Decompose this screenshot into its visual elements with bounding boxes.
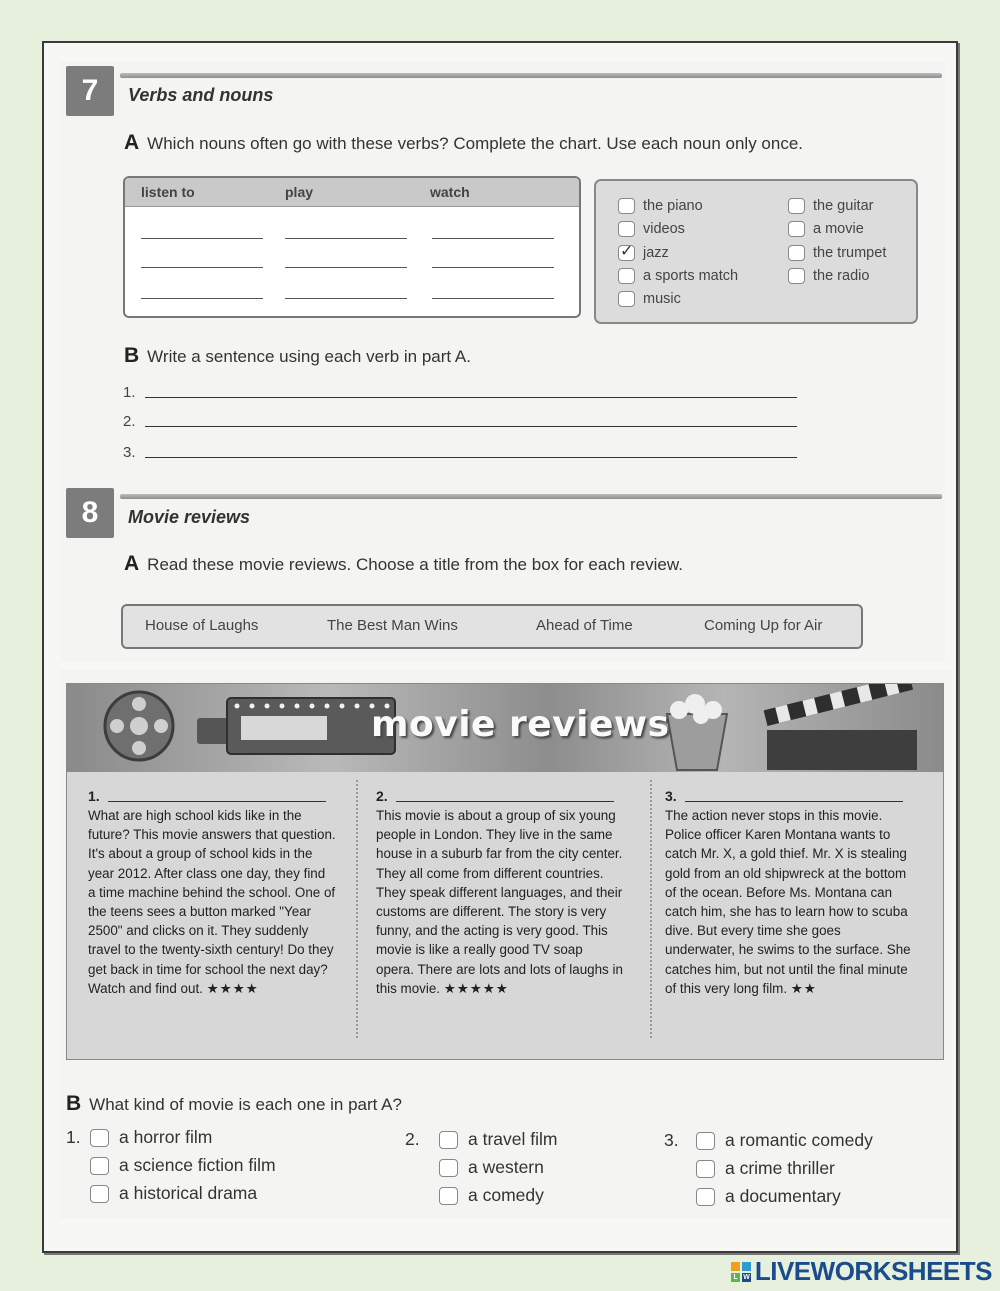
- noun-option[interactable]: [788, 245, 886, 261]
- noun-label: the guitar: [813, 198, 874, 214]
- movie-reviews-panel: [66, 683, 944, 1060]
- part-letter: B: [124, 344, 140, 367]
- part-letter: A: [124, 552, 140, 575]
- sentence-line-1[interactable]: [123, 384, 136, 401]
- ex8-part-b-instruction: [66, 1092, 402, 1116]
- movie-title-option[interactable]: Coming Up for Air: [704, 617, 823, 634]
- group-number: 1.: [66, 1127, 81, 1147]
- checkbox[interactable]: [788, 245, 805, 261]
- checkbox[interactable]: [618, 221, 635, 237]
- banner-title: movie reviews: [371, 704, 670, 745]
- exercise-7-title: Verbs and nouns: [128, 85, 274, 105]
- noun-option[interactable]: [788, 198, 873, 214]
- line-number: 3.: [123, 444, 136, 461]
- chart-header-play: play: [285, 184, 314, 200]
- review-text: This movie is about a group of six young people in London. They live in the same house in a suburb far from the city center. They all come from different countries. They speak different languages, and their customs are different. The story is very funny, and the acting is very good. This movie is like a really good TV soap opera. There are lots and lots of laughs in this movie.: [376, 808, 623, 996]
- noun-label: videos: [643, 221, 685, 237]
- part-letter: B: [66, 1092, 82, 1115]
- movie-type-option[interactable]: [66, 1127, 212, 1148]
- blank-play-1[interactable]: [285, 238, 407, 239]
- noun-option[interactable]: [618, 221, 685, 237]
- instruction-text: Read these movie reviews. Choose a title from the box for each review.: [147, 555, 683, 574]
- checkbox[interactable]: [788, 221, 805, 237]
- logo-text: LIVEWORKSHEETS: [754, 1256, 992, 1286]
- movie-title-box: [121, 604, 863, 649]
- review-number: 3.: [665, 787, 677, 804]
- noun-label: the piano: [643, 198, 703, 214]
- movie-type-option[interactable]: [439, 1157, 544, 1178]
- line-number: 1.: [123, 384, 136, 401]
- chart-header-listen: listen to: [141, 184, 195, 200]
- verb-noun-chart: [123, 176, 581, 318]
- review-title-blank[interactable]: [88, 784, 336, 806]
- group-number: 3.: [664, 1130, 679, 1150]
- review-3: [665, 784, 913, 998]
- movie-type-option[interactable]: [405, 1129, 557, 1150]
- noun-label: jazz: [643, 245, 669, 261]
- option-label: a documentary: [725, 1186, 841, 1206]
- noun-label: a movie: [813, 221, 864, 237]
- ex7-part-b-instruction: [124, 344, 471, 368]
- noun-label: the trumpet: [813, 245, 887, 261]
- checkbox[interactable]: [788, 198, 805, 214]
- star-rating: ★★★★: [206, 980, 259, 996]
- noun-option[interactable]: [618, 198, 703, 214]
- checkbox[interactable]: [618, 198, 635, 214]
- star-rating: ★★: [790, 980, 817, 996]
- exercise-8-title: Movie reviews: [128, 507, 251, 527]
- movie-type-option[interactable]: [696, 1158, 835, 1179]
- ex7-part-a-instruction: [124, 131, 803, 155]
- instruction-text: What kind of movie is each one in part A?: [89, 1095, 402, 1114]
- review-divider: [650, 780, 652, 1038]
- checkbox[interactable]: [90, 1185, 109, 1203]
- liveworksheets-logo[interactable]: [731, 1256, 992, 1287]
- movie-type-option[interactable]: [439, 1185, 544, 1206]
- movie-title-option[interactable]: Ahead of Time: [536, 617, 633, 634]
- blank-watch-2[interactable]: [432, 267, 554, 268]
- checkbox[interactable]: [618, 268, 635, 284]
- exercise-8-bar: [120, 494, 942, 499]
- chart-header-watch: watch: [430, 184, 470, 200]
- checked-checkbox[interactable]: [618, 245, 635, 261]
- movie-reviews-banner: [67, 684, 943, 772]
- checkbox[interactable]: [90, 1129, 109, 1147]
- blank-listen-3[interactable]: [141, 298, 263, 299]
- review-text: What are high school kids like in the future? This movie answers that question. It's about a group of school kids in the year 2012. After class one day, they find a time machine behind the school. One of the teens sees a button marked "Year 2500" and clicks on it. They suddenly travel to the twenty-sixth century! Do they get back in time for school the next day? Watch and find out.: [88, 808, 336, 996]
- noun-box: [594, 179, 918, 324]
- option-label: a travel film: [468, 1129, 558, 1149]
- noun-label: music: [643, 291, 681, 307]
- instruction-text: Write a sentence using each verb in part A.: [147, 347, 471, 366]
- option-label: a comedy: [468, 1185, 544, 1205]
- option-label: a romantic comedy: [725, 1130, 873, 1150]
- option-label: a crime thriller: [725, 1158, 835, 1178]
- checkbox[interactable]: [90, 1157, 109, 1175]
- instruction-text: Which nouns often go with these verbs? Complete the chart. Use each noun only once.: [147, 134, 803, 153]
- ex8-part-a-instruction: [124, 552, 683, 576]
- review-text: The action never stops in this movie. Police officer Karen Montana wants to catch Mr. X, a gold thief. Mr. X is stealing gold from an old shipwreck at the bottom of the ocean. Before Ms. Montana can catch him, she has to learn how to scuba dive. But every time she goes underwater, he swims to the surface. She catches him, but not until the final minute of this very long film.: [665, 808, 911, 996]
- movie-type-option[interactable]: [90, 1155, 276, 1176]
- line-number: 2.: [123, 413, 136, 430]
- logo-mark-icon: L W: [731, 1262, 751, 1282]
- checkbox[interactable]: [696, 1160, 715, 1178]
- sentence-line-2[interactable]: [123, 413, 136, 430]
- option-label: a science fiction film: [119, 1155, 276, 1175]
- review-title-blank[interactable]: [665, 784, 913, 806]
- review-title-blank[interactable]: [376, 784, 624, 806]
- noun-option[interactable]: [618, 245, 669, 261]
- review-number: 2.: [376, 787, 388, 804]
- noun-option[interactable]: [788, 221, 864, 237]
- movie-type-option[interactable]: [696, 1186, 841, 1207]
- clapperboard-icon: [767, 730, 917, 770]
- blank-play-2[interactable]: [285, 267, 407, 268]
- checkbox[interactable]: [439, 1159, 458, 1177]
- exercise-7-number: 7: [66, 66, 114, 116]
- group-number: 2.: [405, 1129, 420, 1149]
- blank-play-3[interactable]: [285, 298, 407, 299]
- checkbox[interactable]: [788, 268, 805, 284]
- review-number: 1.: [88, 787, 100, 804]
- review-divider: [356, 780, 358, 1038]
- checkbox[interactable]: [696, 1188, 715, 1206]
- review-1: [88, 784, 336, 998]
- movie-type-option[interactable]: [664, 1130, 873, 1151]
- exercise-7-bar: [120, 73, 942, 78]
- blank-listen-1[interactable]: [141, 238, 263, 239]
- sentence-line-3[interactable]: [123, 444, 136, 461]
- movie-title-option[interactable]: House of Laughs: [145, 617, 259, 634]
- option-label: a horror film: [119, 1127, 213, 1147]
- noun-label: a sports match: [643, 268, 739, 284]
- review-2: [376, 784, 624, 998]
- blank-watch-3[interactable]: [432, 298, 554, 299]
- part-letter: A: [124, 131, 140, 154]
- blank-watch-1[interactable]: [432, 238, 554, 239]
- checkbox[interactable]: [618, 291, 635, 307]
- chart-header: [125, 178, 579, 207]
- movie-type-option[interactable]: [90, 1183, 257, 1204]
- checkbox[interactable]: [439, 1131, 458, 1149]
- option-label: a historical drama: [119, 1183, 258, 1203]
- noun-label: the radio: [813, 268, 870, 284]
- star-rating: ★★★★★: [443, 980, 509, 996]
- noun-option[interactable]: [618, 291, 681, 307]
- checkbox[interactable]: [439, 1187, 458, 1205]
- checkbox[interactable]: [696, 1132, 715, 1150]
- noun-option[interactable]: [618, 268, 738, 284]
- blank-listen-2[interactable]: [141, 267, 263, 268]
- noun-option[interactable]: [788, 268, 869, 284]
- exercise-8-number: 8: [66, 488, 114, 538]
- movie-title-option[interactable]: The Best Man Wins: [327, 617, 458, 634]
- option-label: a western: [468, 1157, 544, 1177]
